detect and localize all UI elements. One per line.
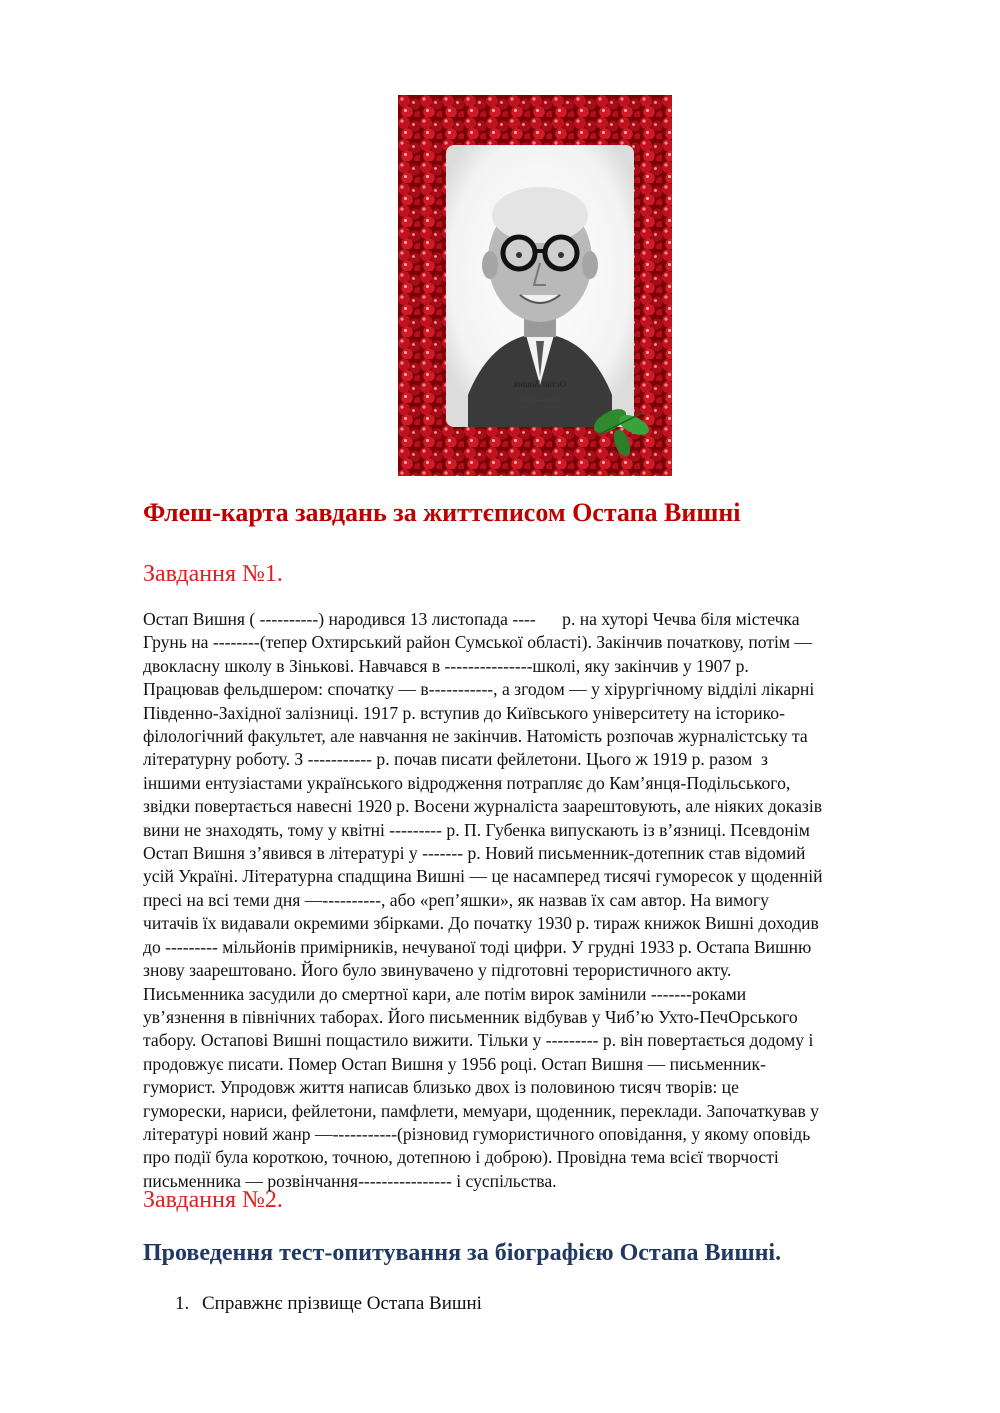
biography-line: Грунь на --------(тепер Охтирський район Сумської області). Закінчив початкову, потім — (143, 632, 813, 653)
biography-line: усій Україні. Літературна спадщина Вишні — це насамперед тисячі гуморесок у щоденній (143, 866, 823, 887)
biography-line: Письменника засудили до смертної кари, але потім вирок замінили -------роками (143, 983, 747, 1004)
biography-line: читачів їх видавали окремими збірками. До початку 1930 р. тираж книжок Вишні доходив (143, 913, 819, 934)
question-number: 1. (175, 1293, 190, 1314)
biography-line: філологічний факультет, але навчання не закінчив. Натомість розпочав журналістську та (143, 726, 808, 747)
cherry-frame-portrait (398, 95, 672, 476)
biography-line: до --------- мільйонів примірників, нечуваної тоді цифри. У грудні 1933 р. Остапа Вишню (143, 936, 812, 957)
question-text: Справжнє прізвище Остапа Вишні (202, 1293, 482, 1314)
biography-line: знову заарештовано. Його було звинувачено у підготовні терористичного акту. (143, 960, 732, 981)
biography-line: табору. Остапові Вишні пощастило вижити. Тільки у --------- р. він повертається додому і (143, 1030, 814, 1051)
biography-line: двокласну школу в Зінькові. Навчався в ---------------школі, яку закінчив у 1907 р. (143, 655, 749, 676)
biography-line: Остап Вишня з’явився в літературі у ------- р. Новий письменник-дотепник став відомий (143, 843, 806, 864)
biography-line: вини не знаходять, тому у квітні --------- р. П. Губенка випускають із в’язниці. Псевдонім (143, 819, 810, 840)
portrait-years-caption: (1889—1956) (520, 396, 560, 404)
biography-line: ув’язнення в північних таборах. Його письменник відбував у Чиб’ю Ухто-ПечОрського (143, 1006, 798, 1027)
question-list (175, 1293, 482, 1315)
biography-line: літературну роботу. З ----------- р. почав писати фейлетони. Цього ж 1919 р. разом з (143, 749, 768, 770)
page-title: Флеш-карта завдань за життєписом Остапа Вишні (143, 498, 741, 527)
biography-line: пресі на всі теми дня —----------, або «реп’яшки», як назвав їх сам автор. На вимогу (143, 889, 769, 910)
biography-line: звідки повертається навесні 1920 р. Восени журналіста заарештовують, але ніяких доказів (143, 796, 823, 817)
task-2-heading: Завдання №2. (143, 1187, 283, 1213)
biography-line: Працював фельдшером: спочатку — в-----------, а згодом — у хірургічному відділі лікарні (143, 679, 815, 700)
biography-line: про події була короткою, точною, дотепною і доброю). Провідна тема всієї творчості (143, 1147, 779, 1168)
biography-line: продовжує писати. Помер Остап Вишня у 1956 році. Остап Вишня — письменник- (143, 1053, 766, 1074)
test-title: Проведення тест-опитування за біографією Остапа Вишні. (143, 1240, 782, 1266)
portrait-image (398, 95, 672, 476)
biography-line: іншими ентузіастами українського відродження потрапляє до Кам’янця-Подільського, (143, 772, 791, 793)
biography-line: гуморист. Упродовж життя написав близько двох із половиною тисяч творів: це (143, 1077, 739, 1098)
biography-line: Остап Вишня ( ----------) народився 13 листопада ---- р. на хуторі Чечва біля містечка (143, 609, 800, 629)
portrait-name-caption: Остап Вишня (513, 379, 567, 389)
biography-line: Південно-Західної залізниці. 1917 р. вступив до Київського університету на історико- (143, 702, 785, 723)
biography-text (143, 608, 933, 1193)
biography-line: літературі новий жанр —-----------(різновид гумористичного оповідання, у якому оповідь (143, 1123, 811, 1144)
biography-line: гуморески, нариси, фейлетони, памфлети, мемуари, щоденник, переклади. Започаткував у (143, 1100, 819, 1121)
task-1-heading: Завдання №1. (143, 561, 283, 587)
question-item (175, 1293, 482, 1315)
biography-line: письменника — розвінчання---------------- і суспільства. (143, 1170, 557, 1191)
